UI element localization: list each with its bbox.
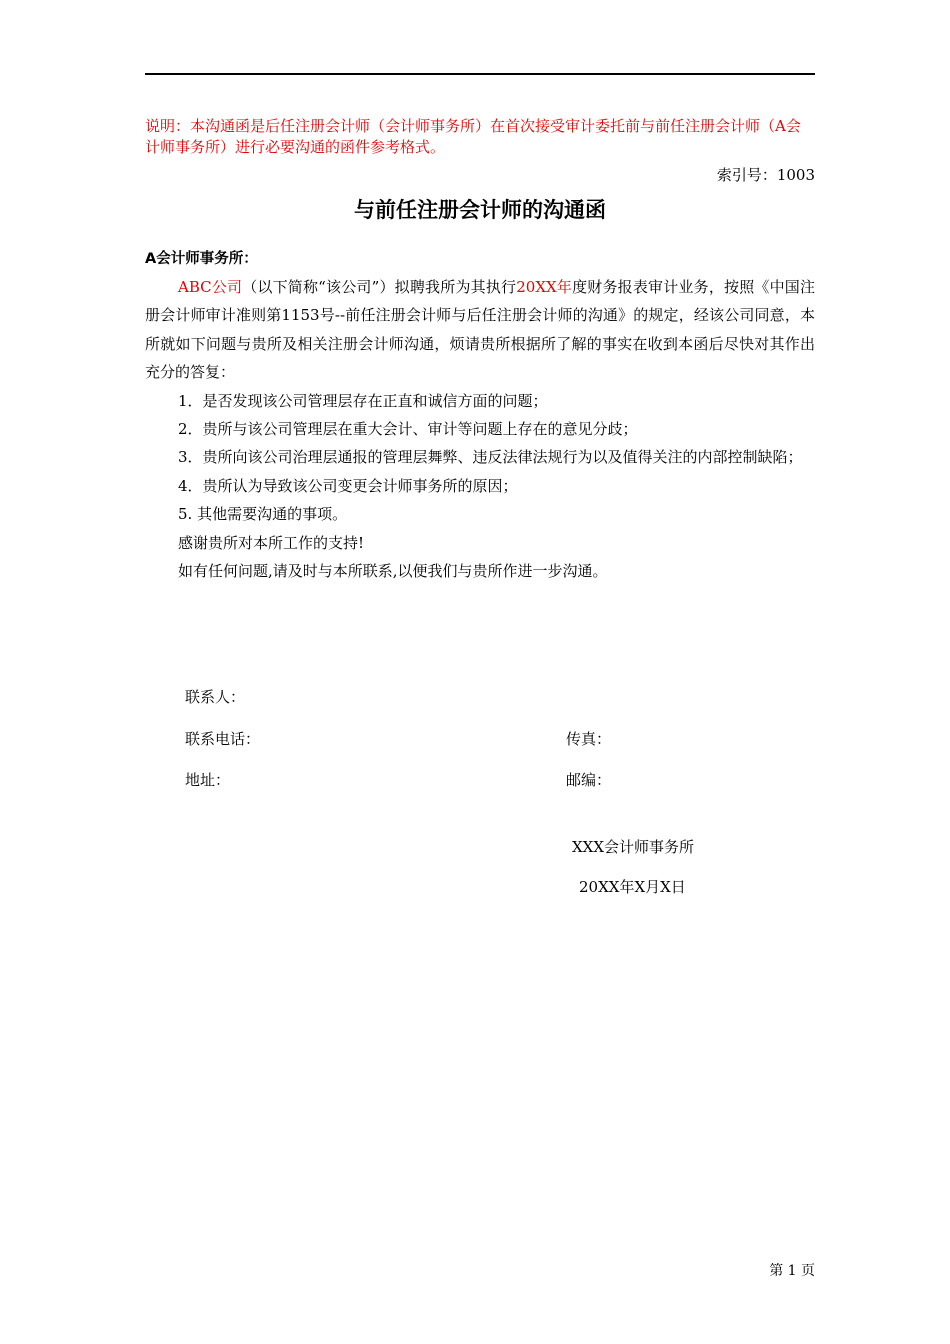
signing-firm: XXX会计师事务所 (572, 838, 695, 856)
list-item: 1．是否发现该公司管理层存在正直和诚信方面的问题； (178, 391, 548, 410)
addressee: A会计师事务所： (145, 251, 258, 267)
company-name: ABC公司 (178, 278, 243, 296)
closing-line: 如有任何问题,请及时与本所联系,以便我们与贵所作进一步沟通。 (178, 562, 608, 581)
audit-year: 20XX年 (516, 278, 573, 296)
postcode-label: 邮编： (566, 771, 612, 789)
signing-date: 20XX年X月X日 (579, 878, 686, 896)
intro-paragraph (145, 273, 815, 387)
fax-label: 传真： (566, 730, 612, 748)
list-item: 4．贵所认为导致该公司变更会计师事务所的原因； (178, 476, 518, 495)
header-rule (145, 73, 815, 75)
intro-text-2: 度财务报表审计业务，按照《中国注册会计师审计准则第1153号--前任注册会计师与后任注册会计师的沟通》的规定，经该公司同意，本所就如下问题与贵所及相关注册会计师沟通，烦请贵所根据所了解的事实在收到本函后尽快对其作出充分的答复： (145, 278, 815, 382)
intro-text-1: （以下简称“该公司”）拟聘我所为其执行 (242, 278, 517, 296)
list-item: 3．贵所向该公司治理层通报的管理层舞弊、违反法律法规行为以及值得关注的内部控制缺陷； (178, 448, 803, 467)
letter-body (145, 273, 815, 585)
letter-title: 与前任注册会计师的沟通函 (354, 198, 606, 222)
contact-person-label: 联系人： (185, 688, 246, 706)
address-label: 地址： (185, 771, 231, 789)
list-item: 5. 其他需要沟通的事项。 (178, 505, 348, 524)
thanks-line: 感谢贵所对本所工作的支持! (178, 533, 365, 552)
instruction-note: 说明：本沟通函是后任注册会计师（会计师事务所）在首次接受审计委托前与前任注册会计师（A会计师事务所）进行必要沟通的函件参考格式。 (145, 117, 801, 156)
page-number: 第 1 页 (769, 1263, 815, 1279)
contact-phone-label: 联系电话： (185, 730, 261, 748)
index-number: 索引号：1003 (716, 166, 815, 184)
list-item: 2．贵所与该公司管理层在重大会计、审计等问题上存在的意见分歧； (178, 420, 638, 439)
